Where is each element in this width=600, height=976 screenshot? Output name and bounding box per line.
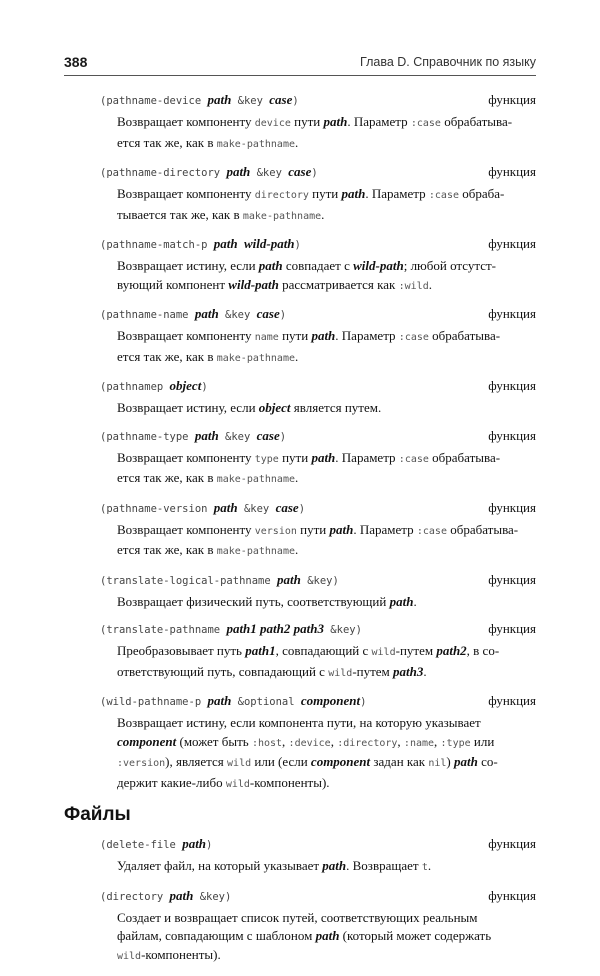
entry-translate-pathname	[100, 621, 536, 683]
param: component	[300, 693, 361, 708]
kind-label: функция	[488, 887, 536, 903]
signature	[100, 306, 536, 322]
function-name: (pathname-device	[100, 95, 202, 107]
section-heading: Файлы	[64, 804, 131, 825]
lambda-keyword: &key	[225, 309, 251, 321]
kind-label: функция	[488, 164, 536, 179]
entry-wild-pathname-p	[100, 693, 536, 794]
signature	[100, 572, 536, 588]
function-name: (pathname-type	[100, 430, 189, 443]
kind-label: функция	[488, 236, 536, 251]
paren: )	[292, 95, 299, 107]
param: path	[213, 499, 238, 515]
function-name: (delete-file	[100, 839, 176, 851]
description: Возвращает компоненту version пути path. Параметр :case обрабатыва- ется так же, как в make-pathname.	[117, 521, 519, 557]
function-name: (pathname-match-p	[100, 239, 208, 251]
param: case	[288, 164, 312, 179]
lambda-keyword: &key	[256, 167, 282, 179]
param: path	[207, 693, 232, 708]
description: Возвращает истину, если компонента пути, на которую указывает component (может быть :host, :device, :directory, :name, :type или :version), является wild или (если component задан как nil) path со- держит какие-либо wild-компоненты).	[117, 715, 498, 790]
description: Возвращает компоненту name пути path. Параметр :case обрабатыва- ется так же, как в make-pathname.	[117, 328, 501, 364]
param: path	[213, 236, 238, 251]
kind-label: функция	[488, 571, 536, 587]
param: path	[207, 92, 232, 107]
entry-pathname-version	[100, 500, 536, 562]
paren: )	[360, 696, 367, 708]
entry-pathname-match-p	[100, 236, 536, 296]
param: wild-path	[243, 236, 295, 251]
paren: )	[279, 309, 287, 321]
signature	[100, 693, 536, 709]
function-name: (pathname-name	[100, 309, 189, 321]
kind-label: функция	[488, 693, 536, 708]
kind-label: функция	[488, 378, 536, 393]
kind-label: функция	[488, 306, 536, 321]
chapter-title: Глава D. Справочник по языку	[360, 55, 536, 69]
signature	[100, 500, 536, 516]
signature	[100, 164, 536, 180]
entry-pathname-device	[100, 92, 536, 154]
param: path	[226, 164, 251, 179]
description: Возвращает физический путь, соответствующий path.	[117, 593, 417, 609]
lambda-keyword: &optional	[237, 696, 295, 708]
signature	[100, 621, 536, 637]
kind-label: функция	[488, 836, 536, 851]
param: case	[275, 499, 299, 515]
function-name: (translate-pathname	[100, 624, 221, 636]
param: path	[194, 306, 219, 321]
lambda-keyword: &key	[243, 502, 270, 515]
paren: )	[201, 381, 208, 393]
paren: )	[294, 239, 301, 251]
signature	[100, 428, 536, 444]
description: Возвращает компоненту device пути path. Параметр :case обрабатыва- ется так же, как в make-pathname.	[117, 114, 513, 150]
param: object	[169, 378, 202, 393]
kind-label: функция	[488, 92, 536, 107]
function-name: (pathname-directory	[100, 167, 221, 179]
kind-label: функция	[488, 621, 536, 636]
lambda-keyword: &key)	[330, 624, 362, 636]
entry-pathnamep	[100, 378, 536, 418]
page-content	[64, 92, 536, 976]
entry-pathname-name	[100, 306, 536, 368]
paren: )	[279, 430, 287, 443]
function-name: (pathnamep	[100, 381, 164, 393]
entry-directory	[100, 888, 536, 967]
entry-pathname-type	[100, 428, 536, 490]
paren: )	[298, 502, 306, 515]
param: case	[256, 306, 280, 321]
entry-translate-logical-pathname	[100, 572, 536, 612]
lambda-keyword: &key	[237, 95, 263, 107]
param: path	[194, 427, 219, 443]
param: case	[269, 92, 293, 107]
signature	[100, 92, 536, 108]
param: path	[169, 887, 194, 903]
page-number: 388	[64, 54, 88, 70]
lambda-keyword: &key	[225, 430, 251, 443]
header-rule	[64, 75, 536, 76]
page-header	[64, 53, 536, 75]
function-name: (translate-logical-pathname	[100, 574, 271, 587]
description: Возвращает компоненту directory пути path. Параметр :case обраба- тывается так же, как в make-pathname.	[117, 186, 505, 222]
lambda-keyword: &key)	[199, 890, 232, 903]
description: Возвращает компоненту type пути path. Параметр :case обрабатыва- ется так же, как в make-pathname.	[117, 449, 501, 485]
param: path	[182, 836, 207, 851]
paren: )	[311, 167, 318, 179]
param: path	[277, 571, 301, 587]
kind-label: функция	[488, 427, 536, 443]
param: case	[256, 427, 280, 443]
description: Возвращает истину, если object является путем.	[117, 400, 382, 415]
lambda-keyword: &key)	[307, 574, 339, 587]
description: Преобразовывает путь path1, совпадающий с wild-путем path2, в со- ответствующий путь, совпадающий с wild-путем path3.	[117, 643, 500, 679]
signature	[100, 378, 536, 394]
signature	[100, 836, 536, 852]
function-name: (directory	[100, 890, 164, 903]
params: path1 path2 path3	[226, 621, 324, 636]
paren: )	[206, 839, 213, 851]
description: Возвращает истину, если path совпадает с wild-path; любой отсутст- вующий компонент wild-path рассматривается как :wild.	[117, 258, 496, 292]
kind-label: функция	[488, 499, 536, 515]
description: Создает и возвращает список путей, соответствующих реальным файлам, совпадающим с шаблоном path (который может содержать wild-компоненты).	[117, 909, 492, 962]
description: Удаляет файл, на который указывает path. Возвращает t.	[117, 858, 432, 873]
signature	[100, 888, 536, 904]
entry-pathname-directory	[100, 164, 536, 226]
function-name: (pathname-version	[100, 502, 208, 515]
function-name: (wild-pathname-p	[100, 696, 202, 708]
signature	[100, 236, 536, 252]
entry-delete-file	[100, 836, 536, 878]
